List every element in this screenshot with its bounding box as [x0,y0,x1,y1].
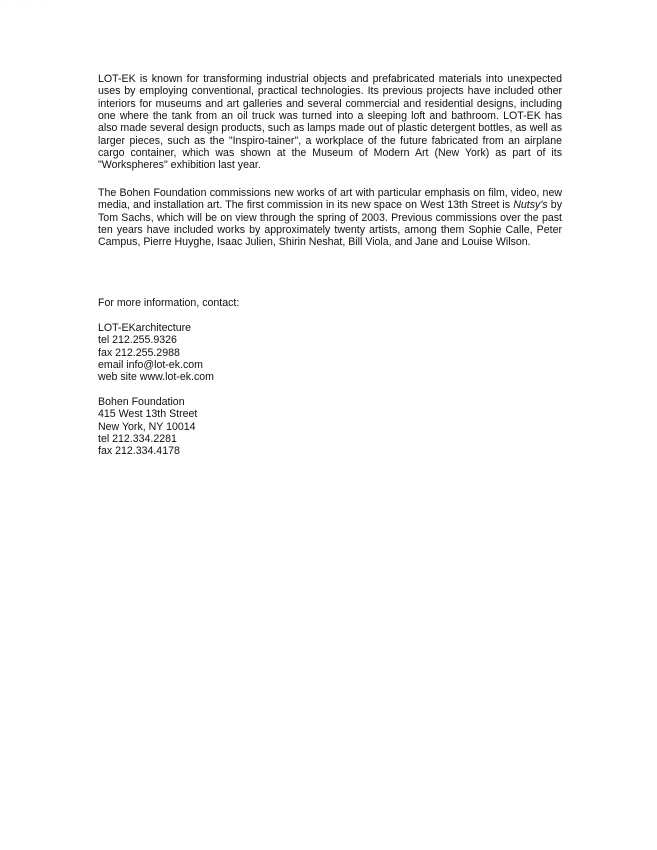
paragraph-bohen-text-start: The Bohen Foundation commissions new works of art with particular emphasis on film, video, new media, and installation art. The first commission in its new space on West 13th Street is [98,187,562,212]
lotek-contact-block [98,322,214,384]
contact-intro: For more information, contact: [98,297,240,309]
lotek-fax: fax 212.255.2988 [98,346,180,359]
bohen-street: 415 West 13th Street [98,408,198,421]
bohen-city: New York, NY 10014 [98,420,196,433]
bohen-name: Bohen Foundation [98,396,185,408]
paragraph-bohen-text-end: by Tom Sachs, which will be on view through the spring of 2003. Previous commissions over the past ten years have included works by approximately twenty artists, among them Sophie Calle, Peter Campus, Pierre Huyghe, Isaac Julien, Shirin Neshat, Bill Viola, and Jane and Louise Wilson. [98,199,562,249]
lotek-email: email info@lot-ek.com [98,359,203,372]
lotek-phone: tel 212.255.9326 [98,334,177,347]
scan-corner-marks: . . . . [6,3,46,9]
paragraph-lotek-description: LOT-EK is known for transforming industrial objects and prefabricated materials into unexpected uses by employing conventional, practical technologies. Its previous projects have included other interiors for museums and art galleries and several commercial and residential designs, including one where the tank from an oil truck was turned into a sleeping loft and bathroom. LOT-EK has also made several design products, such as lamps made out of plastic detergent bottles, as well as larger pieces, such as the "Inspiro-tainer", a workplace of the future fabricated from an airplane cargo container, which was shown at the Museum of Modern Art (New York) as part of its "Workspheres" exhibition last year. [98,73,562,172]
bohen-contact-block [98,396,197,458]
bohen-fax: fax 212.334.4178 [98,445,180,458]
lotek-website: web site www.lot-ek.com [98,371,214,384]
artwork-title-nutsys: Nutsy's [513,199,548,212]
paragraph-bohen-foundation [98,187,562,249]
bohen-phone: tel 212.334.2281 [98,433,177,446]
lotek-name: LOT-EKarchitecture [98,322,192,334]
